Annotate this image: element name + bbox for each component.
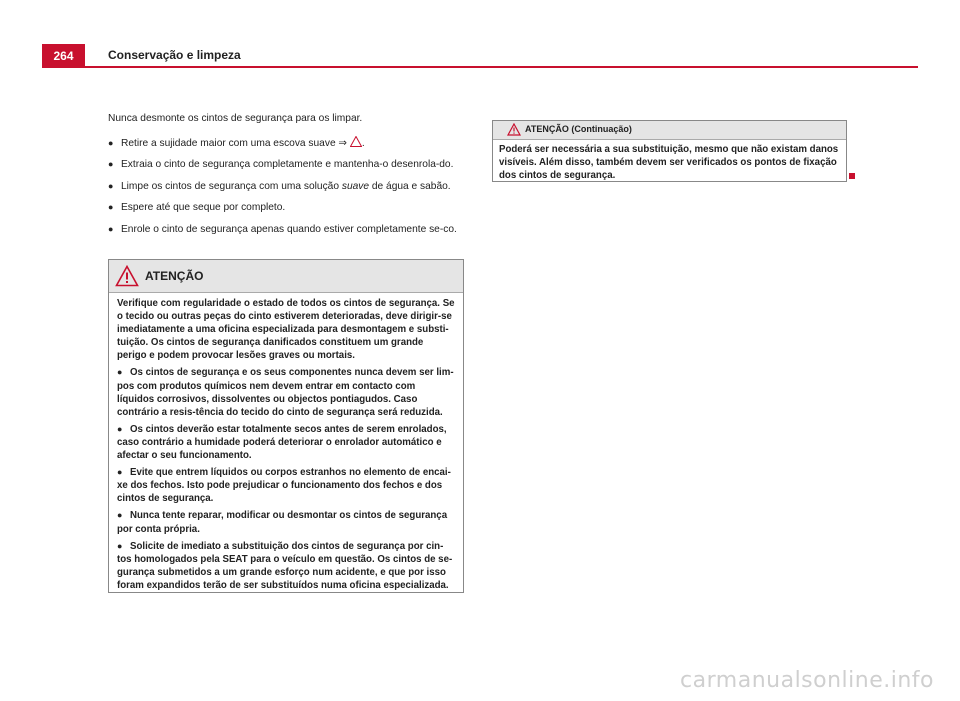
warning-box-title: ATENÇÃO — [145, 269, 204, 283]
warning-item — [117, 366, 455, 418]
bullet-icon: ● — [117, 423, 123, 434]
list-item-suffix: . — [361, 137, 365, 149]
warning-item-text: Solicite de imediato a substituição dos cintos de segurança por cin-tos homologados pela SEAT para o veículo em questão. Os cintos de se-gurança submetidos a um grande esforço num acidente, e que por isso foram expandidos terão de ser substituídos numa oficina especializada. — [117, 540, 453, 591]
bullet-icon: ● — [117, 540, 123, 551]
continuation-box-text: Poderá ser necessária a sua substituição, mesmo que não existam danos visíveis. Além disso, também devem ser verificados os pontos de fixação dos cintos de segurança. — [499, 144, 839, 181]
list-item-text: Extraia o cinto de segurança completamente e mantenha-o desenrola-do. — [121, 159, 454, 170]
warning-item-text: Os cintos deverão estar totalmente secos antes de serem enrolados, caso contrário a humidade poderá deteriorar o enrolador automático e afectar o seu funcionamento. — [117, 423, 447, 462]
warning-box — [108, 259, 464, 593]
intro-text: Nunca desmonte os cintos de segurança para os limpar. — [108, 113, 363, 124]
warning-item — [117, 423, 455, 462]
warning-item — [117, 466, 455, 505]
bullet-icon: ● — [108, 137, 114, 148]
bullet-icon: ● — [108, 202, 114, 212]
section-title: Conservação e limpeza — [108, 48, 241, 62]
warning-item-text: Nunca tente reparar, modificar ou desmontar os cintos de segurança por conta própria. — [117, 510, 448, 535]
bullet-icon: ● — [108, 223, 114, 234]
list-item — [108, 158, 464, 172]
list-item — [108, 201, 464, 215]
warning-item-text: Os cintos de segurança e os seus componentes nunca devem ser lim-pos com produtos químicos nem devem entrar em contacto com líquidos corrosivos, dissolventes ou objectos pontiagudos. Caso contrário a resis-tência do tecido do cinto de segurança será reduzida. — [117, 367, 454, 418]
list-item-text: Enrole o cinto de segurança apenas quando estiver completamente se-co. — [121, 223, 457, 235]
bullet-icon: ● — [108, 159, 114, 169]
warning-triangle-icon — [115, 265, 139, 287]
warning-triangle-icon — [507, 123, 521, 136]
bullet-icon: ● — [108, 180, 114, 191]
warning-box-body — [109, 293, 463, 592]
bullet-icon: ● — [117, 467, 123, 478]
watermark: carmanualsonline.info — [680, 668, 934, 693]
list-item-text: Retire a sujidade maior com uma escova suave ⇒ — [121, 137, 347, 149]
continuation-warning-box — [492, 120, 847, 182]
bullet-icon: ● — [117, 367, 123, 378]
warning-intro: Verifique com regularidade o estado de todos os cintos de segurança. Se o tecido ou outras peças do cinto estiverem deterioradas, deve dirigir-se imediatamente a uma oficina especializada para desmontagem e substi-tuição. Os cintos de segurança danificados constituem um grande perigo e podem provocar lesões graves ou mortais. — [117, 298, 455, 362]
list-item — [108, 223, 464, 237]
warning-item — [117, 509, 455, 535]
page-number: 264 — [42, 44, 85, 66]
section-end-marker — [849, 173, 855, 179]
warning-reference-icon[interactable] — [350, 136, 362, 147]
cleaning-steps-list — [108, 136, 464, 237]
list-item-text: Espere até que seque por completo. — [121, 202, 286, 213]
warning-item-text: Evite que entrem líquidos ou corpos estranhos no elemento de encai-xe dos fechos. Isto pode prejudicar o funcionamento dos fechos e dos cintos de segurança. — [117, 467, 451, 505]
continuation-box-header — [493, 121, 846, 140]
bullet-icon: ● — [117, 510, 123, 521]
continuation-box-title: ATENÇÃO (Continuação) — [525, 124, 632, 134]
warning-box-header — [109, 260, 463, 293]
list-item — [108, 180, 464, 194]
page-header — [42, 44, 918, 68]
list-item-emphasis: suave — [341, 180, 370, 192]
left-column — [108, 112, 464, 244]
list-item — [108, 136, 464, 151]
list-item-suffix: de água e sabão. — [369, 180, 451, 192]
warning-list — [117, 366, 455, 592]
warning-item — [117, 540, 455, 592]
list-item-text: Limpe os cintos de segurança com uma solução — [121, 180, 342, 192]
